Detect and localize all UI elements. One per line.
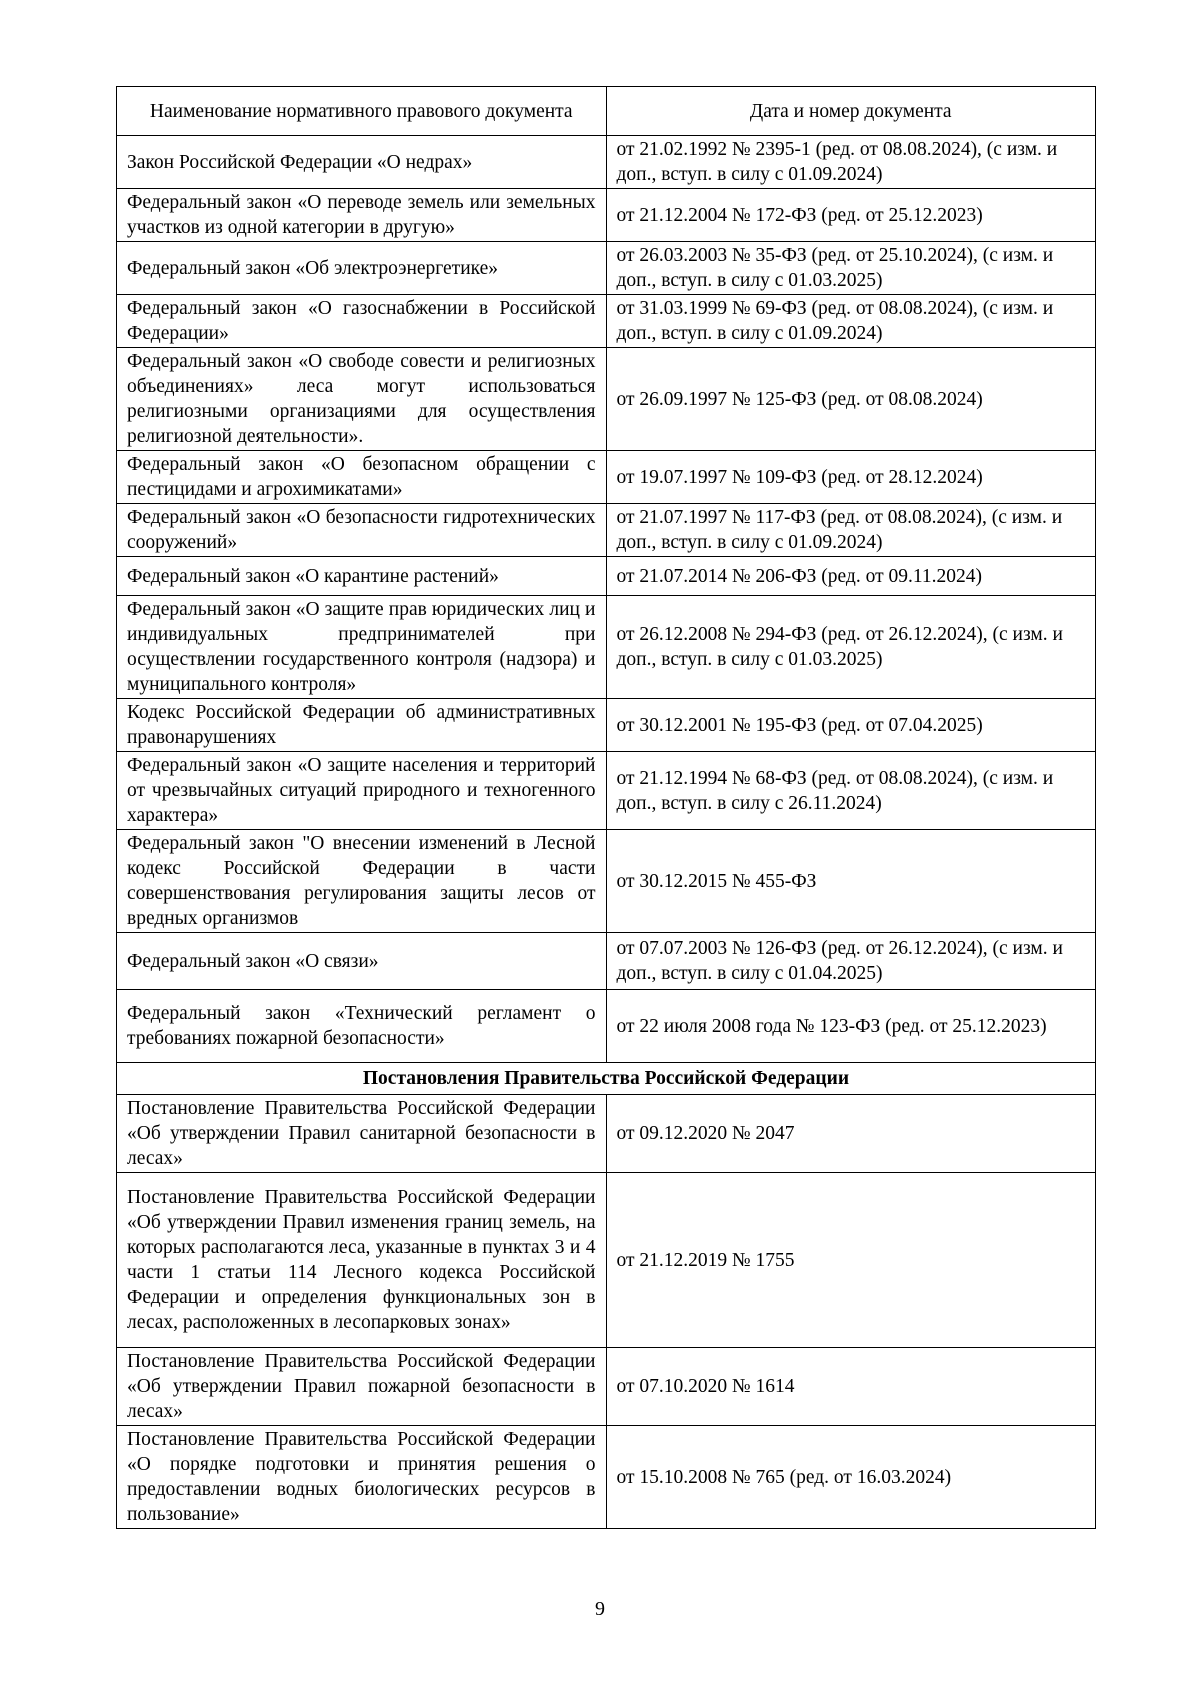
document-date-cell: от 31.03.1999 № 69-ФЗ (ред. от 08.08.2024), (с изм. и доп., вступ. в силу с 01.09.2024) (606, 295, 1096, 348)
document-name-cell: Федеральный закон «Технический регламент о требованиях пожарной безопасности» (117, 990, 607, 1063)
document-date-cell: от 30.12.2015 № 455-ФЗ (606, 830, 1096, 933)
document-name-cell: Федеральный закон «Об электроэнергетике» (117, 242, 607, 295)
header-name-cell: Наименование нормативного правового документа (117, 87, 607, 136)
table-row (117, 752, 1096, 830)
table-row (117, 451, 1096, 504)
table-row (117, 136, 1096, 189)
document-name-cell: Кодекс Российской Федерации об административных правонарушениях (117, 699, 607, 752)
legal-documents-table (116, 86, 1096, 1529)
document-name-cell: Федеральный закон «О защите прав юридических лиц и индивидуальных предпринимателей при осуществлении государственного контроля (надзора) и муниципального контроля» (117, 596, 607, 699)
document-name-cell: Федеральный закон «О безопасности гидротехнических сооружений» (117, 504, 607, 557)
table-row (117, 830, 1096, 933)
table-row (117, 596, 1096, 699)
document-date-cell: от 15.10.2008 № 765 (ред. от 16.03.2024) (606, 1426, 1096, 1529)
table-row (117, 1348, 1096, 1426)
table-row (117, 1095, 1096, 1173)
document-date-cell: от 22 июля 2008 года № 123-ФЗ (ред. от 25.12.2023) (606, 990, 1096, 1063)
table-row (117, 295, 1096, 348)
table-row (117, 990, 1096, 1063)
document-date-cell: от 21.02.1992 № 2395-1 (ред. от 08.08.2024), (с изм. и доп., вступ. в силу с 01.09.2024) (606, 136, 1096, 189)
document-date-cell: от 30.12.2001 № 195-ФЗ (ред. от 07.04.2025) (606, 699, 1096, 752)
table-row (117, 189, 1096, 242)
document-name-cell: Федеральный закон «О защите населения и территорий от чрезвычайных ситуаций природного и техногенного характера» (117, 752, 607, 830)
document-name-cell: Постановление Правительства Российской Федерации «Об утверждении Правил санитарной безопасности в лесах» (117, 1095, 607, 1173)
table-row (117, 699, 1096, 752)
document-name-cell: Федеральный закон «О переводе земель или земельных участков из одной категории в другую» (117, 189, 607, 242)
document-name-cell: Постановление Правительства Российской Федерации «Об утверждении Правил пожарной безопасности в лесах» (117, 1348, 607, 1426)
document-name-cell: Федеральный закон «О карантине растений» (117, 557, 607, 596)
document-name-cell: Закон Российской Федерации «О недрах» (117, 136, 607, 189)
table-row (117, 557, 1096, 596)
document-name-cell: Постановление Правительства Российской Федерации «О порядке подготовки и принятия решения о предоставлении водных биологических ресурсов в пользование» (117, 1426, 607, 1529)
document-name-cell: Федеральный закон «О безопасном обращении с пестицидами и агрохимикатами» (117, 451, 607, 504)
table-row (117, 242, 1096, 295)
document-date-cell: от 21.12.1994 № 68-ФЗ (ред. от 08.08.2024), (с изм. и доп., вступ. в силу с 26.11.2024) (606, 752, 1096, 830)
document-name-cell: Постановление Правительства Российской Федерации «Об утверждении Правил изменения границ земель, на которых располагаются леса, указанные в пунктах 3 и 4 части 1 статьи 114 Лесного кодекса Российской Федерации и определения функциональных зон в лесах, расположенных в лесопарковых зонах» (117, 1173, 607, 1348)
document-date-cell: от 26.09.1997 № 125-ФЗ (ред. от 08.08.2024) (606, 348, 1096, 451)
document-name-cell: Федеральный закон «О свободе совести и религиозных объединениях» леса могут использоваться религиозными организациями для осуществления религиозной деятельности». (117, 348, 607, 451)
document-date-cell: от 26.12.2008 № 294-ФЗ (ред. от 26.12.2024), (с изм. и доп., вступ. в силу с 01.03.2025) (606, 596, 1096, 699)
section-header-row (117, 1063, 1096, 1095)
document-date-cell: от 09.12.2020 № 2047 (606, 1095, 1096, 1173)
document-name-cell: Федеральный закон «О газоснабжении в Российской Федерации» (117, 295, 607, 348)
document-date-cell: от 21.12.2019 № 1755 (606, 1173, 1096, 1348)
table-row (117, 348, 1096, 451)
document-date-cell: от 07.10.2020 № 1614 (606, 1348, 1096, 1426)
document-name-cell: Федеральный закон «О связи» (117, 933, 607, 990)
section-title: Постановления Правительства Российской Федерации (117, 1063, 1096, 1095)
header-date-cell: Дата и номер документа (606, 87, 1096, 136)
document-date-cell: от 21.07.2014 № 206-ФЗ (ред. от 09.11.2024) (606, 557, 1096, 596)
table-row (117, 504, 1096, 557)
table-row (117, 1173, 1096, 1348)
page-number: 9 (595, 1598, 605, 1620)
document-date-cell: от 19.07.1997 № 109-ФЗ (ред. от 28.12.2024) (606, 451, 1096, 504)
document-date-cell: от 26.03.2003 № 35-ФЗ (ред. от 25.10.2024), (с изм. и доп., вступ. в силу с 01.03.2025) (606, 242, 1096, 295)
document-date-cell: от 21.12.2004 № 172-ФЗ (ред. от 25.12.2023) (606, 189, 1096, 242)
table-row (117, 933, 1096, 990)
document-date-cell: от 07.07.2003 № 126-ФЗ (ред. от 26.12.2024), (с изм. и доп., вступ. в силу с 01.04.2025) (606, 933, 1096, 990)
document-date-cell: от 21.07.1997 № 117-ФЗ (ред. от 08.08.2024), (с изм. и доп., вступ. в силу с 01.09.2024) (606, 504, 1096, 557)
table-header-row (117, 87, 1096, 136)
document-name-cell: Федеральный закон "О внесении изменений в Лесной кодекс Российской Федерации в части совершенствования регулирования защиты лесов от вредных организмов (117, 830, 607, 933)
table-row (117, 1426, 1096, 1529)
